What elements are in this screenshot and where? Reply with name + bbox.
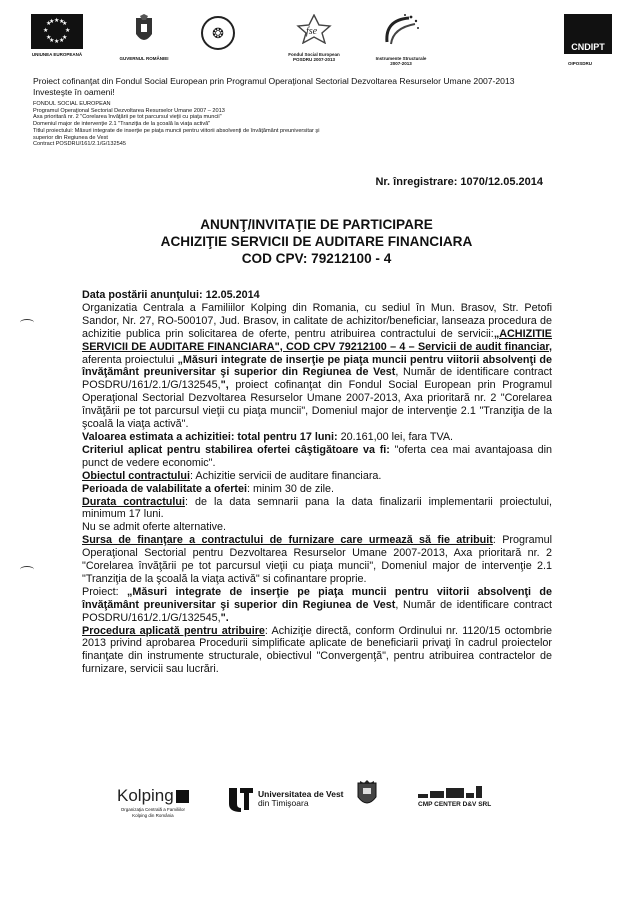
project-quote-mark: ", (220, 379, 229, 392)
uvt-name: Universitatea de Vest (258, 789, 344, 799)
offer-validity (82, 483, 552, 496)
margin-mark (20, 566, 34, 573)
fse-star-icon (292, 14, 336, 44)
meta-line: Contract POSDRU/161/2.1/G/132545 (33, 141, 126, 148)
seal-icon: ❂ (201, 16, 235, 50)
fse-caption-1: Fondul Social European (288, 52, 340, 57)
award-criteria (82, 444, 552, 470)
cmp-logo (418, 786, 491, 808)
estimated-value (82, 431, 552, 444)
project-contract-number: , Număr de identificare contract POSDRU/161/2.1/G/132545, (82, 366, 553, 392)
county-arms-logo (354, 780, 384, 815)
duration-text: : de la data semnarii pana la data finalizarii implementarii proiectului, minimum 17 luni. (82, 495, 552, 521)
kolping-sub-line: Organizaţia Centrală a Familiilor (120, 807, 185, 812)
funding-text: : Programul Operaţional Sectorial pentru Dezvoltarea Resurselor Umane 2007-2013, Axa prioritară nr. 2 "Corelarea învăţării pe tot parcursul vieţii cu piaţa muncii", Domeniul major de intervenţie 2.1 "Tranziţia de la şcoală la viaţa activă" si cofinantare proprie. (82, 534, 552, 585)
afferent-text: aferenta proiectului (82, 353, 178, 366)
cndipt-logo: CNDIPT (564, 14, 612, 54)
criteria-label: Criteriul aplicat pentru stabilirea ofertei câştigătoare va fi: (82, 443, 390, 456)
structural-instruments-icon (381, 12, 421, 48)
project-name: „Măsuri integrate de inserţie pe piaţa muncii pentru viitorii absolvenţi de învăţământ preuniversitar şi superior din Regiunea de Vest (82, 585, 552, 611)
meta-line: Axa prioritară nr. 2 "Corelarea învăţării pe tot parcursul vieţii cu piaţa muncii" (33, 114, 222, 121)
county-arms-icon (354, 780, 380, 810)
alternative-offers-note: Nu se admit oferte alternative. (82, 521, 227, 534)
title-line: ANUNŢ/INVITAŢIE DE PARTICIPARE (200, 217, 433, 232)
funding-label: Sursa de finanţare a contractului de furnizare care urmează să fie atribuit (82, 534, 493, 547)
procedure-text: : Achiziţie directă, conform Ordinului nr. 1120/15 octombrie 2013 privind aprobarea Procedurii simplificate aplicate de beneficiarii privaţi în cadrul proiectelor finanţate din instrumente structurale, obiectivul "Convergenţă", pentru atribuirea contractelor de furnizare, servicii sau lucrări. (82, 624, 552, 676)
coat-of-arms-icon (132, 14, 156, 48)
meta-line: superior din Regiunea de Vest (33, 134, 108, 141)
kolping-wordmark: Kolping (117, 786, 174, 805)
project-end-quote: ". (220, 611, 229, 624)
uvt-city: din Timişoara (258, 798, 309, 808)
eu-logo (31, 14, 83, 57)
meta-line: Programul Operaţional Sectorial Dezvoltarea Resurselor Umane 2007 – 2013 (33, 107, 225, 114)
intro-text: Organizatia Centrala a Familiilor Kolping din Romania, cu sediul în Mun. Brasov, Str. Petofi Sandor, Nr. 27, RO-500107, Jud. Brasov, in calitate de achizitor/beneficiar, lanseaza procedura de achizitie publica prin solicitarea de oferte, pentru atribuirea contractului de servicii: (82, 301, 552, 340)
validity-text: : minim 30 de zile. (247, 482, 335, 495)
object-label: Obiectul contractului (82, 469, 190, 482)
uvt-emblem-icon (228, 786, 254, 812)
uvt-logo (228, 786, 344, 812)
meta-line: Titlul proiectului: Măsuri integrate de inserţie pe piaţa muncii pentru viitorii absolvenţi de învăţământ preuniversitar şi (33, 127, 320, 134)
seal-logo (201, 16, 235, 50)
value-label: Valoarea estimata a achizitiei: total pentru 17 luni: (82, 430, 338, 443)
criteria-text: "oferta cea mai avantajoasa din punct de vedere economic". (82, 443, 552, 469)
is-caption-1: Instrumente Structurale (375, 56, 427, 61)
validity-label: Perioada de valabilitate a ofertei (82, 482, 248, 495)
invest-slogan: Investeşte în oameni! (33, 87, 115, 97)
kolping-k-icon (176, 790, 189, 803)
intro-paragraph (82, 302, 552, 431)
award-procedure (82, 625, 552, 677)
cndipt-caption: OIPOSDRU (568, 61, 593, 66)
project-paragraph (82, 586, 552, 625)
eu-caption: UNIUNEA EUROPEANĂ (31, 52, 83, 57)
title-line: ACHIZIŢIE SERVICII DE AUDITARE FINANCIARA (160, 234, 473, 249)
meta-line: Domeniul major de intervenţie 2.1 "Tranziţia de la şcoală la viaţa activă" (33, 121, 211, 128)
margin-mark (20, 319, 34, 326)
project-cofinance-line: Proiect cofinanţat din Fondul Social European prin Programul Operaţional Sectorial Dezvoltarea Resurselor Umane 2007-2013 (33, 76, 515, 86)
fse-caption-2: POSDRU 2007-2013 (292, 57, 336, 62)
is-logo (368, 12, 434, 66)
announcement-body (82, 289, 552, 676)
cmp-company-name: CMP CENTER D&V SRL (418, 801, 492, 808)
title-line: COD CPV: 79212100 - 4 (241, 251, 392, 266)
registration-number: Nr. înregistrare: 1070/12.05.2014 (375, 176, 543, 188)
gov-caption: GUVERNUL ROMÂNIEI (119, 56, 169, 61)
project-title: „Măsuri integrate de inserţie pe piaţa muncii pentru viitorii absolvenţi de învăţământ preuniversitar şi superior din Regiunea de Vest (82, 353, 552, 379)
is-caption-2: 2007-2013 (390, 61, 412, 66)
meta-line: FONDUL SOCIAL EUROPEAN (33, 101, 111, 107)
value-text: 20.161,00 lei, fara TVA. (337, 430, 454, 443)
contract-title: „ACHIZITIE SERVICII DE AUDITARE FINANCIARA", COD CPV 79212100 – 4 – Servicii de audit financiar, (82, 327, 552, 353)
gov-logo (116, 14, 172, 61)
kolping-logo (117, 786, 189, 818)
eu-flag-icon: ★ ★ ★ ★ ★ ★ ★ ★ ★ ★ ★ ★ (31, 14, 83, 49)
funding-source (82, 534, 552, 586)
document-title (0, 216, 633, 267)
cmp-bars-icon (418, 786, 491, 798)
project-number: , Număr de identificare contract POSDRU/161/2.1/G/132545, (82, 598, 553, 624)
contract-duration (82, 496, 552, 522)
procedure-label: Procedura aplicată pentru atribuire (82, 624, 265, 637)
svg-text:fse: fse (306, 26, 318, 37)
posting-date: Data postării anunţului: 12.05.2014 (82, 289, 260, 301)
project-meta (33, 101, 319, 148)
project-label: Proiect: (82, 585, 127, 598)
kolping-sub-line: Kolping din România (132, 812, 174, 818)
project-description: proiect cofinanţat din Fondul Social European prin Programul Operaţional Sectorial Dezvoltarea Resurselor Umane 2007-2013, Axa prioritară nr. 2 "Corelarea învăţării pe tot parcursul vieţii cu piaţa muncii", Domeniul major de intervenţie 2.1 "Tranziţia de la şcoală la viaţa activă". (82, 379, 552, 431)
contract-object (82, 470, 552, 483)
object-text: : Achizitie servicii de auditare financiara. (189, 469, 382, 482)
fse-logo (278, 14, 350, 62)
duration-label: Durata contractului (82, 495, 185, 508)
